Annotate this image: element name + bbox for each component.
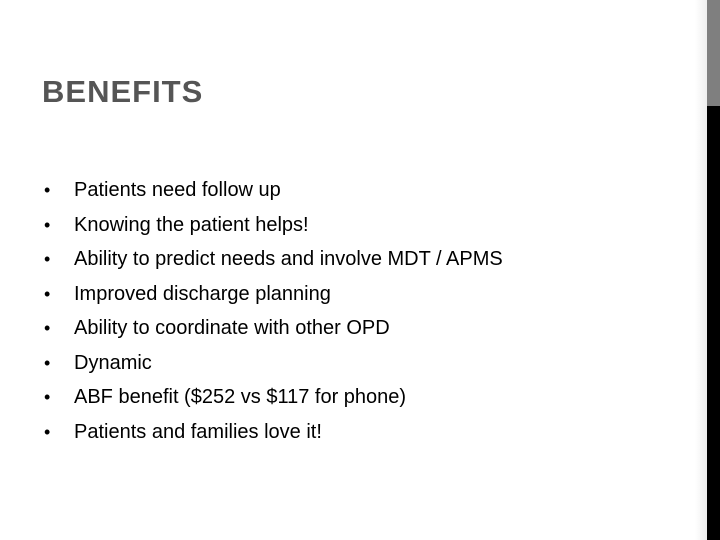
bullet-icon: • xyxy=(44,214,51,235)
list-item xyxy=(44,346,503,381)
list-item xyxy=(44,415,503,450)
list-item xyxy=(44,242,503,277)
list-item xyxy=(44,311,503,346)
list-item-text: Dynamic xyxy=(74,351,152,374)
list-item xyxy=(44,208,503,243)
bullet-icon: • xyxy=(44,283,51,304)
list-item-text: Knowing the patient helps! xyxy=(74,213,309,236)
bullet-icon: • xyxy=(44,387,51,408)
list-item-text: Patients need follow up xyxy=(74,179,281,202)
list-item-text: Ability to coordinate with other OPD xyxy=(74,317,390,340)
bullet-icon: • xyxy=(44,249,51,270)
side-edge-shadow xyxy=(695,0,707,540)
slide-title: BENEFITS xyxy=(42,74,204,109)
list-item-text: Improved discharge planning xyxy=(74,282,331,305)
bullet-icon: • xyxy=(44,421,51,442)
bullet-list xyxy=(44,173,503,449)
bullet-icon: • xyxy=(44,352,51,373)
bullet-icon: • xyxy=(44,180,51,201)
list-item-text: Patients and families love it! xyxy=(74,420,322,443)
bullet-icon: • xyxy=(44,318,51,339)
list-item xyxy=(44,173,503,208)
list-item-text: ABF benefit ($252 vs $117 for phone) xyxy=(74,386,407,409)
side-bar-accent xyxy=(707,0,720,106)
list-item xyxy=(44,380,503,415)
list-item-text: Ability to predict needs and involve MDT / APMS xyxy=(74,248,503,271)
list-item xyxy=(44,277,503,312)
